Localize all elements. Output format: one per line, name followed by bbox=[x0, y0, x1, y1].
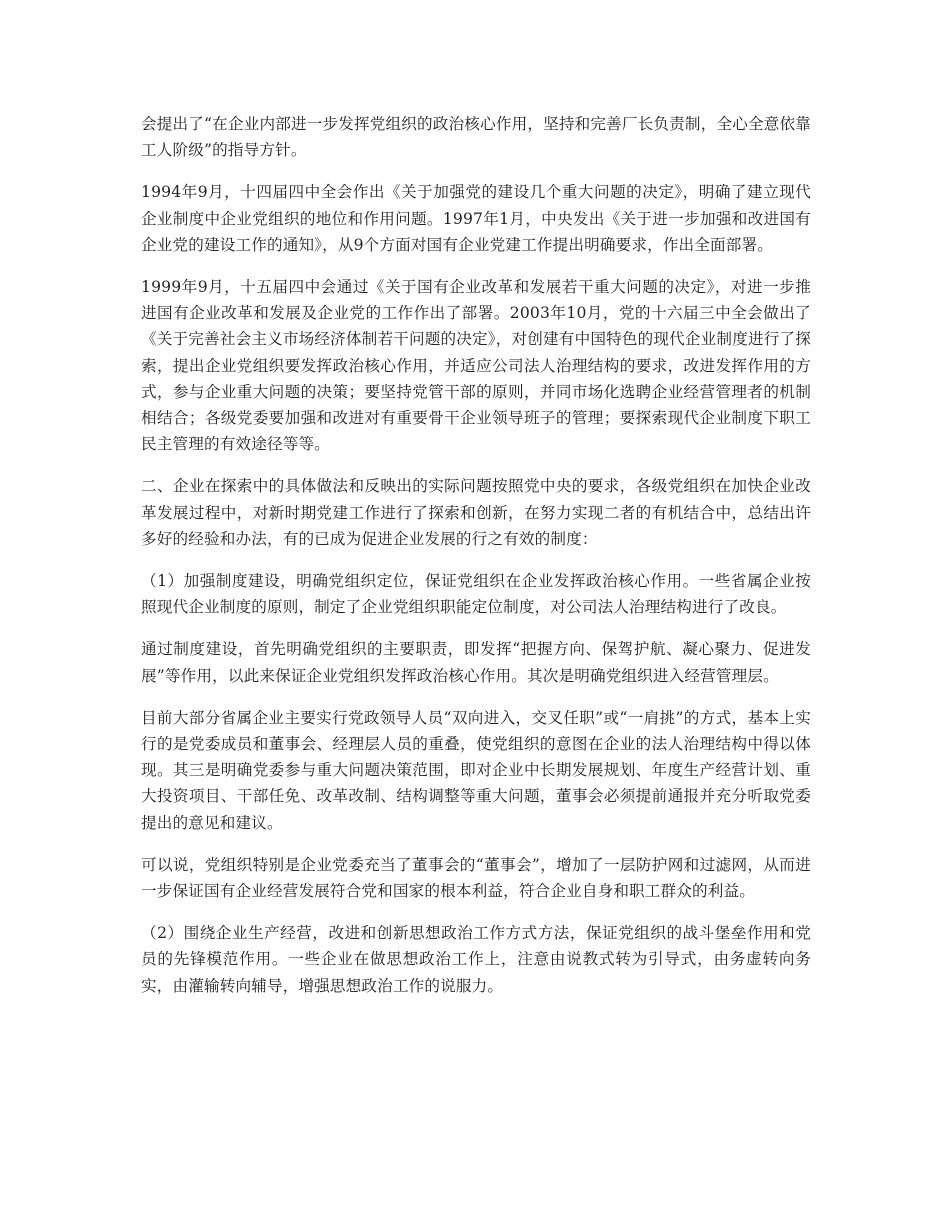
paragraph-8: 可以说，党组织特别是企业党委充当了董事会的“董事会”，增加了一层防护网和过滤网，从而进一步保证国有企业经营发展符合党和国家的根本利益，符合企业自身和职工群众的利益。 bbox=[141, 855, 811, 901]
paragraph-1: 会提出了“在企业内部进一步发挥党组织的政治核心作用，坚持和完善厂长负责制，全心全意依靠工人阶级”的指导方针。 bbox=[141, 115, 811, 160]
paragraph-7: 目前大部分省属企业主要实行党政领导人员“双向进入，交叉任职”或“一肩挑”的方式，基本上实行的是党委成员和董事会、经理层人员的重叠，使党组织的意图在企业的法人治理结构中得以体现。其三是明确党委参与重大问题决策范围，即对企业中长期发展规划、年度生产经营计划、重大投资项目、干部任免、改革改制、结构调整等重大问题，董事会必须提前通报并充分听取党委提出的意见和建议。 bbox=[141, 708, 811, 832]
paragraph-3: 1999年9月，十五届四中会通过《关于国有企业改革和发展若干重大问题的决定》，对进一步推进国有企业改革和发展及企业党的工作作出了部署。2003年10月，党的十六届三中全会做出了《关于完善社会主义市场经济体制若干问题的决定》，对创建有中国特色的现代企业制度进行了探索，提出企业党组织要发挥政治核心作用，并适应公司法人治理结构的要求，改进发挥作用的方式，参与企业重大问题的决策；要坚持党管干部的原则，并同市场化选聘企业经营管理者的机制相结合；各级党委要加强和改进对有重要骨干企业领导班子的管理；要探索现代企业制度下职工民主管理的有效途径等等。 bbox=[141, 278, 811, 454]
paragraph-5: （1）加强制度建设，明确党组织定位，保证党组织在企业发挥政治核心作用。一些省属企业按照现代企业制度的原则，制定了企业党组织职能定位制度，对公司法人治理结构进行了改良。 bbox=[141, 572, 811, 617]
paragraph-4: 二、企业在探索中的具体做法和反映出的实际问题按照党中央的要求，各级党组织在加快企业改革发展过程中，对新时期党建工作进行了探索和创新，在努力实现二者的有机结合中，总结出许多好的经验和办法，有的已成为促进企业发展的行之有效的制度： bbox=[141, 477, 811, 548]
paragraph-2: 1994年9月，十四届四中全会作出《关于加强党的建设几个重大问题的决定》，明确了建立现代企业制度中企业党组织的地位和作用问题。1997年1月，中央发出《关于进一步加强和改进国有企业党的建设工作的通知》，从9个方面对国有企业党建工作提出明确要求，作出全面部署。 bbox=[141, 183, 811, 254]
document-body bbox=[141, 111, 811, 1015]
paragraph-6: 通过制度建设，首先明确党组织的主要职责，即发挥“把握方向、保驾护航、凝心聚力、促进发展”等作用，以此来保证企业党组织发挥政治核心作用。其次是明确党组织进入经营管理层。 bbox=[141, 640, 811, 685]
paragraph-9: （2）围绕企业生产经营，改进和创新思想政治工作方式方法，保证党组织的战斗堡垒作用和党员的先锋模范作用。一些企业在做思想政治工作上，注意由说教式转为引导式，由务虚转向务实，由灌输转向辅导，增强思想政治工作的说服力。 bbox=[141, 924, 811, 995]
